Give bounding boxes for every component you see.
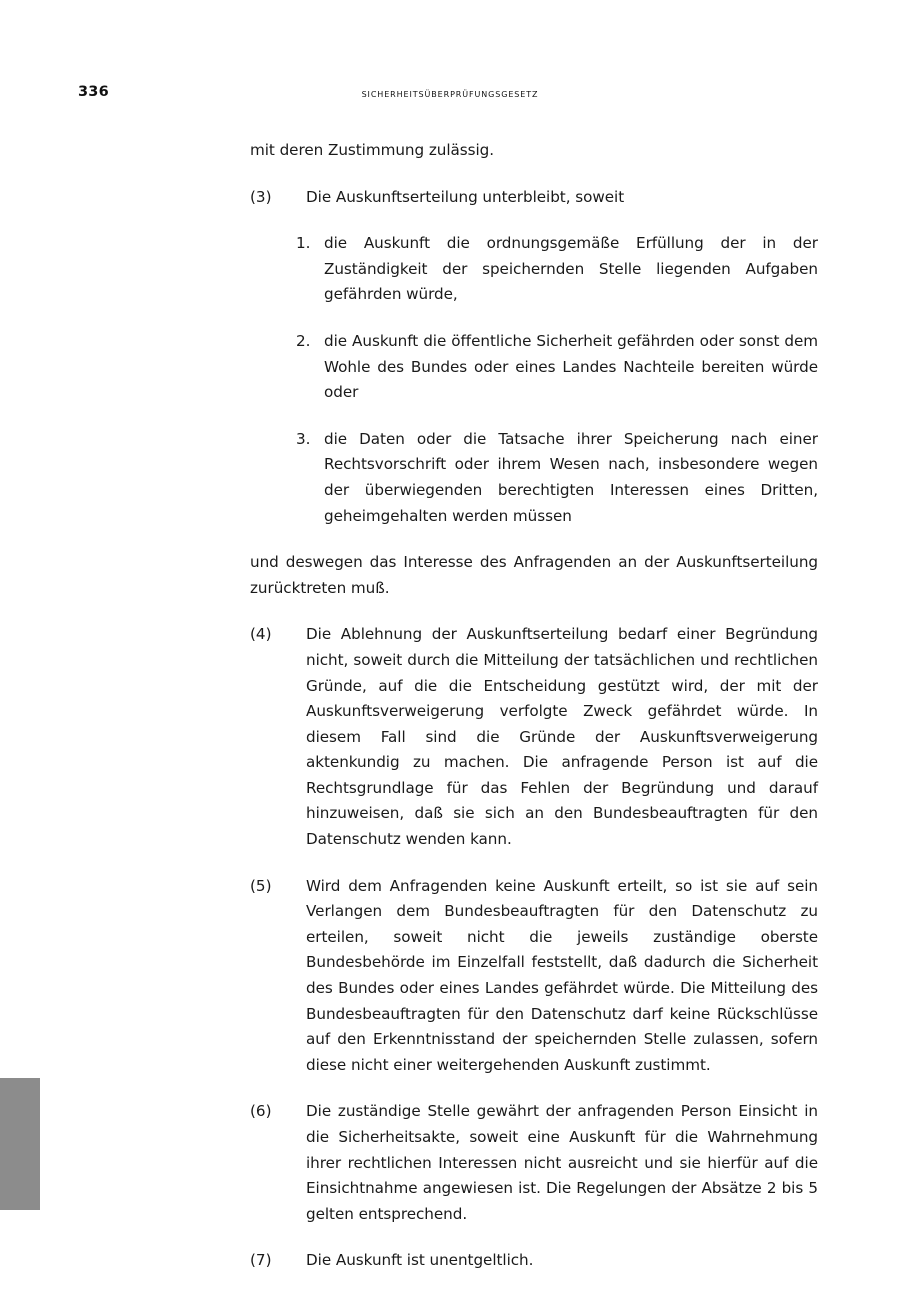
paragraph-5-number: (5) <box>250 876 272 895</box>
paragraph-6-text: Die zuständige Stelle gewährt der anfragenden Person Einsicht in die Sicherheitsakte, soweit eine Auskunft für die Wahrnehmung ihrer rechtlichen Interessen nicht ausreicht und sie hierfür auf die Einsichtnahme angewiesen ist. Die Regelungen der Absätze 2 bis 5 gelten entsprechend. <box>306 1102 818 1223</box>
margin-tab-mark <box>0 1078 40 1210</box>
list-item-marker: 1. <box>296 234 311 253</box>
paragraph-4-number: (4) <box>250 625 272 644</box>
paragraph-3-intro-text: Die Auskunftserteilung unterbleibt, soweit <box>306 187 625 206</box>
paragraph-6 <box>250 1099 818 1227</box>
paragraph-3-closing-text: und deswegen das Interesse des Anfragenden an der Auskunftserteilung zurücktreten muß. <box>250 553 818 597</box>
paragraph-7 <box>250 1248 818 1274</box>
paragraph-3-number: (3) <box>250 187 272 206</box>
page-number: 336 <box>78 84 109 100</box>
paragraph-5 <box>250 874 818 1079</box>
page-body <box>250 138 818 1295</box>
paragraph-4-text: Die Ablehnung der Auskunftserteilung bedarf einer Begründung nicht, soweit durch die Mitteilung der tatsächlichen und rechtlichen Gründe, auf die die Entscheidung gestützt wird, der mit der Auskunftsverweigerung verfolgte Zweck gefährdet würde. In diesem Fall sind die Gründe der Auskunftsverweigerung aktenkundig zu machen. Die anfragende Person ist auf die Rechtsgrundlage für das Fehlen der Begründung und darauf hinzuweisen, daß sie sich an den Bundesbeauftragten für den Datenschutz wenden kann. <box>306 625 818 849</box>
list-item-marker: 2. <box>296 331 311 350</box>
paragraph-7-text: Die Auskunft ist unentgeltlich. <box>306 1251 534 1270</box>
running-head-title: sicherheitsüberprüfungsgesetz <box>361 86 539 100</box>
paragraph-3-list <box>250 231 818 529</box>
list-item-text: die Daten oder die Tatsache ihrer Speicherung nach einer Rechtsvorschrift oder ihrem Wesen nach, insbesondere wegen der überwiegenden berechtigten Interessen eines Dritten, geheimgehalten werden müssen <box>324 429 818 525</box>
list-item <box>250 329 818 406</box>
list-item-marker: 3. <box>296 429 311 448</box>
running-header <box>0 84 900 104</box>
paragraph-3-closing <box>250 550 818 601</box>
list-item <box>250 231 818 308</box>
paragraph-4 <box>250 622 818 852</box>
list-item-text: die Auskunft die öffentliche Sicherheit gefährden oder sonst dem Wohle des Bundes oder eines Landes Nachteile bereiten würde oder <box>324 331 818 402</box>
paragraph-6-number: (6) <box>250 1102 272 1121</box>
lead-paragraph <box>250 138 818 164</box>
paragraph-7-number: (7) <box>250 1251 272 1270</box>
list-item <box>250 427 818 529</box>
paragraph-3-intro <box>250 185 818 211</box>
list-item-text: die Auskunft die ordnungsgemäße Erfüllung der in der Zuständigkeit der speichernden Stelle liegenden Aufgaben gefährden würde, <box>324 234 818 304</box>
lead-paragraph-text: mit deren Zustimmung zulässig. <box>250 141 495 159</box>
paragraph-5-text: Wird dem Anfragenden keine Auskunft erteilt, so ist sie auf sein Verlangen dem Bundesbeauftragten für den Datenschutz zu erteilen, soweit nicht die jeweils zuständige oberste Bundesbehörde im Einzelfall feststellt, daß dadurch die Sicherheit des Bundes oder eines Landes gefährdet würde. Die Mitteilung des Bundesbeauftragten für den Datenschutz darf keine Rückschlüsse auf den Erkenntnisstand der speichernden Stelle zulassen, sofern diese nicht einer weitergehenden Auskunft zustimmt. <box>306 876 818 1074</box>
